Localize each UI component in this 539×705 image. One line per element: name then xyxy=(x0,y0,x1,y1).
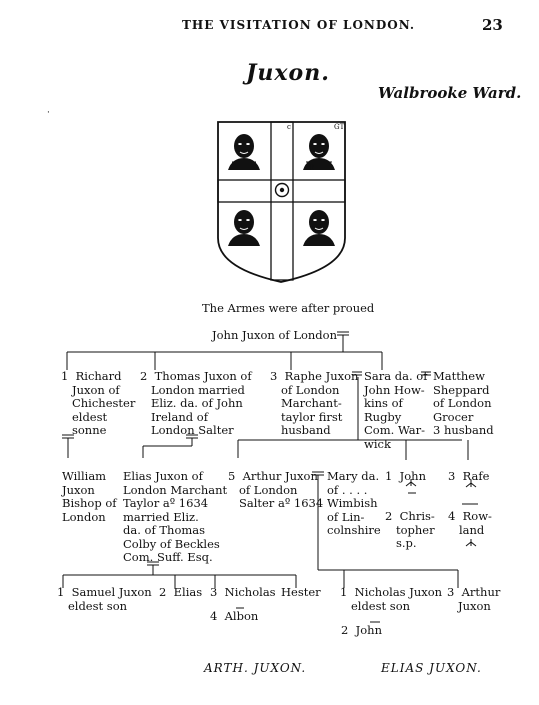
person-richard-juxon: 1 Richard Juxon of Chichester eldest sonne xyxy=(61,369,136,437)
person-raphe-juxon: 3 Raphe Juxon of London Marchant- taylor first husband xyxy=(270,369,359,437)
person-nicholas-juxon-2: 1 Nicholas Juxon eldest son xyxy=(340,585,443,613)
person-nicholas-juxon: 3 Nicholas xyxy=(210,585,276,599)
founder-john-juxon: John Juxon of London xyxy=(212,328,337,342)
person-elias-juxon-2: 2 Elias xyxy=(159,585,203,599)
person-rafe-juxon: 3 Rafe xyxy=(448,469,490,483)
person-mary-wimbish: Mary da. of . . . . Wimbish of Lin- colnshire xyxy=(327,469,381,537)
running-title: THE VISITATION OF LONDON. xyxy=(182,18,416,32)
person-arthur-juxon-2: 3 Arthur Juxon xyxy=(447,585,501,613)
person-thomas-juxon: 2 Thomas Juxon of London married Eliz. da. of John Ireland of London Salter xyxy=(140,369,252,437)
person-john-juxon: 1 John xyxy=(385,469,426,483)
person-john-juxon-2: 2 John xyxy=(341,623,382,637)
family-title: Juxon. xyxy=(246,60,330,86)
person-hester-juxon: Hester xyxy=(281,585,321,599)
person-samuel-juxon: 1 Samuel Juxon eldest son xyxy=(57,585,152,613)
page-number: 23 xyxy=(482,16,503,34)
quarter-mark-gt: GT xyxy=(334,123,345,131)
signature-arth-juxon: ARTH. JUXON. xyxy=(204,661,307,675)
person-william-juxon: William Juxon Bishop of London xyxy=(62,469,117,524)
person-sara-howkins: Sara da. of John How- kins of Rugby Com. War- wick xyxy=(364,369,428,451)
person-albon-juxon: 4 Albon xyxy=(210,609,259,623)
ward-label: Walbrooke Ward. xyxy=(378,84,522,102)
signature-elias-juxon: ELIAS JUXON. xyxy=(381,661,482,675)
person-christopher-juxon: 2 Chris- topher s.p. xyxy=(385,509,435,550)
quarter-mark-c: c xyxy=(287,123,291,131)
arms-caption: The Armes were after proued xyxy=(202,301,375,315)
quarter-mark-r: R xyxy=(309,164,315,172)
person-rowland-juxon: 4 Row- land xyxy=(448,509,492,537)
stray-mark: · xyxy=(47,108,50,118)
person-matthew-sheppard: Matthew Sheppard of London Grocer 3 husband xyxy=(433,369,494,437)
person-arthur-juxon: 5 Arthur Juxon of London Salter aº 1634 xyxy=(228,469,324,510)
person-elias-juxon: Elias Juxon of London Marchant Taylor aº 1634 married Eliz. da. of Thomas Colby of Beckles Com. Suff. Esq. xyxy=(123,469,228,564)
